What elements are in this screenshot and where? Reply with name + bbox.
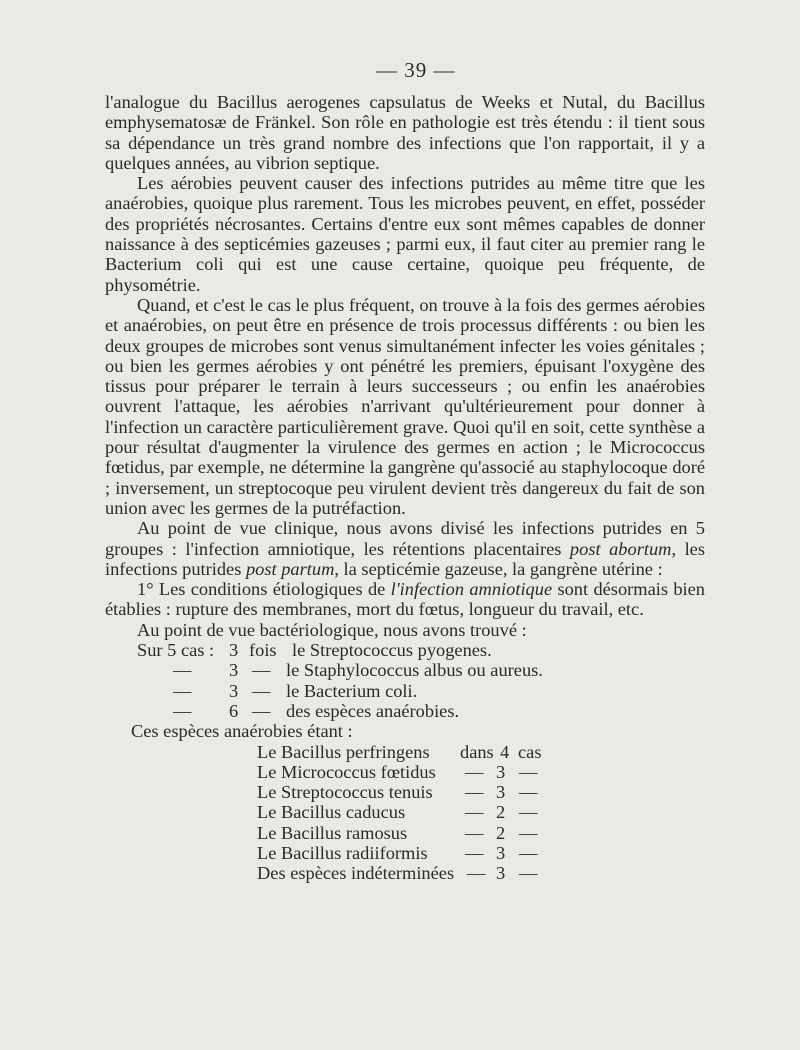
species-row xyxy=(105,843,705,863)
species-intro: Ces espèces anaérobies étant : xyxy=(131,721,353,742)
species-prefix: — xyxy=(465,761,484,782)
species-suffix: — xyxy=(519,782,538,803)
species-name: Le Bacillus ramosus xyxy=(257,822,408,843)
bacteriology-intro: Au point de vue bactériologique, nous avons trouvé : xyxy=(137,619,527,640)
species-prefix: — xyxy=(467,863,486,884)
item-1-text-2: sont désormais bien établies : rupture des membranes, mort du fœtus, longueur du travail, etc. xyxy=(105,579,705,620)
case-count: 3 xyxy=(229,660,239,681)
species-count: 4 xyxy=(500,741,510,762)
species-count: 3 xyxy=(496,842,506,863)
clinical-paragraph xyxy=(105,518,705,579)
species-name: Le Micrococcus fœtidus xyxy=(257,761,436,782)
species-name: Le Bacillus radiiformis xyxy=(257,842,428,863)
paragraph: Quand, et c'est le cas le plus fréquent, on trouve à la fois des germes aérobies et anaérobies, on peut être en présence de trois processus différents : ou bien les deux groupes de microbes sont venus simultanément infecter les voies génitales ; ou bien les germes aérobies y ont pénétré les premiers, épuisant l'oxygène des tissus pour préparer le terrain à leurs successeurs ; ou enfin les anaérobies ouvrent l'attaque, les aérobies n'arrivant qu'ultérieurement pour donner à l'infection un caractère particulièrement grave. Quoi qu'il en soit, cette synthèse a pour résultat d'augmenter la virulence des germes en action ; le Micrococcus fœtidus, par exemple, ne détermine la gangrène qu'associé au staphylocoque doré ; inversement, un streptocoque peu virulent devient très dangereux du fait de son union avec les germes de la putréfaction. xyxy=(105,294,705,518)
species-row xyxy=(105,742,705,762)
case-row xyxy=(105,681,705,701)
species-row xyxy=(105,823,705,843)
item-1-emphasis: l'infection amniotique xyxy=(390,579,553,600)
case-unit: — xyxy=(252,680,271,701)
clinical-text-3: , la septicémie gazeuse, la gangrène utérine : xyxy=(334,558,663,579)
species-row xyxy=(105,782,705,802)
case-count: 3 xyxy=(229,680,239,701)
case-row xyxy=(105,660,705,680)
cases-list xyxy=(105,640,705,721)
species-suffix: — xyxy=(519,842,538,863)
species-count: 2 xyxy=(496,802,506,823)
body-text xyxy=(105,92,705,884)
case-unit: — xyxy=(252,660,271,681)
case-description: le Streptococcus pyogenes. xyxy=(292,640,492,661)
clinical-text-2: , les infections putrides xyxy=(105,538,705,579)
species-suffix: cas xyxy=(518,741,542,762)
species-name: Le Bacillus perfringens xyxy=(257,741,430,762)
clinical-emphasis-2: post partum xyxy=(245,558,335,579)
species-prefix: — xyxy=(465,782,484,803)
paragraph: Les aérobies peuvent causer des infections putrides au même titre que les anaérobies, quoique plus rarement. Tous les microbes peuvent, en effet, posséder des propriétés nécrosantes. Certains d'entre eux sont mêmes capables de donner naissance à des septicémies gazeuses ; parmi eux, il faut citer au premier rang le Bacterium coli qui est une cause certaine, quoique peu fréquente, de physométrie. xyxy=(105,173,705,295)
case-row xyxy=(105,701,705,721)
species-count: 2 xyxy=(496,822,506,843)
species-suffix: — xyxy=(519,863,538,884)
species-prefix: — xyxy=(465,802,484,823)
species-row xyxy=(105,863,705,883)
case-row xyxy=(105,640,705,660)
species-prefix: dans xyxy=(460,741,494,762)
species-row xyxy=(105,762,705,782)
species-suffix: — xyxy=(519,822,538,843)
species-count: 3 xyxy=(496,863,506,884)
page-number: — 39 — xyxy=(376,58,456,82)
species-list xyxy=(105,742,705,884)
item-1-text-1: 1° Les conditions étiologiques de xyxy=(137,579,391,600)
case-lead: — xyxy=(173,700,192,721)
case-description: le Bacterium coli. xyxy=(286,680,418,701)
case-lead: Sur 5 cas : xyxy=(137,640,215,661)
species-row xyxy=(105,802,705,822)
item-1-paragraph xyxy=(105,579,705,620)
case-count: 3 xyxy=(229,640,239,661)
case-description: le Staphylococcus albus ou aureus. xyxy=(286,660,543,681)
clinical-emphasis-1: post abortum xyxy=(569,538,672,559)
species-name: Des espèces indéterminées xyxy=(257,863,455,884)
case-unit: fois xyxy=(249,640,277,661)
species-count: 3 xyxy=(496,761,506,782)
species-name: Le Bacillus caducus xyxy=(257,802,406,823)
clinical-text-1: Au point de vue clinique, nous avons divisé les infections putrides en 5 groupes : l'infection amniotique, les rétentions placentaires xyxy=(105,518,705,559)
species-prefix: — xyxy=(465,842,484,863)
species-prefix: — xyxy=(465,822,484,843)
species-suffix: — xyxy=(519,802,538,823)
case-description: des espèces anaérobies. xyxy=(286,700,460,721)
case-lead: — xyxy=(173,660,192,681)
species-count: 3 xyxy=(496,782,506,803)
species-name: Le Streptococcus tenuis xyxy=(257,782,433,803)
case-unit: — xyxy=(252,700,271,721)
species-suffix: — xyxy=(519,761,538,782)
paragraph: l'analogue du Bacillus aerogenes capsulatus de Weeks et Nutal, du Bacillus emphysematosæ de Fränkel. Son rôle en pathologie est très étendu : il tient sous sa dépendance un très grand nombre des infections que l'on rapportait, il y a quelques années, au vibrion septique. xyxy=(105,92,705,173)
case-count: 6 xyxy=(229,700,239,721)
case-lead: — xyxy=(173,680,192,701)
